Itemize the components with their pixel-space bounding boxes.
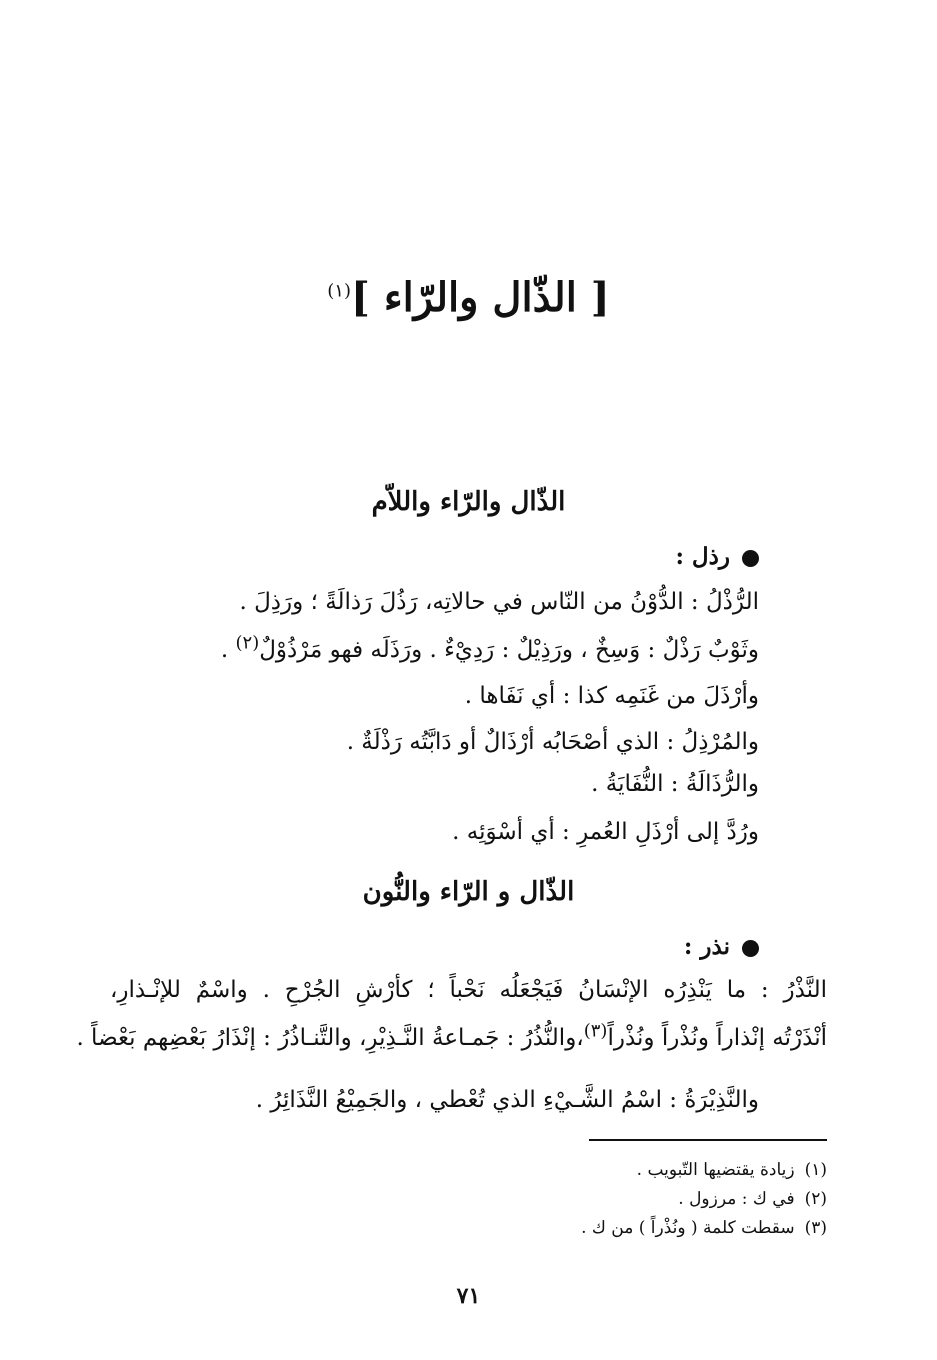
page-number: ٧١ xyxy=(456,1283,481,1309)
footnote-number: (٣) xyxy=(804,1218,827,1238)
entry-line: ورُدَّ إلى أرْذَلِ العُمرِ : أي أسْوَئِه . xyxy=(452,819,759,845)
footnote-number: (٢) xyxy=(804,1189,827,1209)
entry-line-text: أنْذَرْتُه إنْذاراً ونُذْراً ونُذْراً xyxy=(607,1025,827,1051)
entry-line-end: . xyxy=(220,637,236,663)
footnote-number: (١) xyxy=(804,1160,827,1180)
footnote xyxy=(110,1185,827,1214)
entry-line xyxy=(221,630,759,670)
footnote-text: في ك : مرزول . xyxy=(678,1189,795,1209)
entry-line: والرُّذَالَةُ : النُّفَايَةُ . xyxy=(591,771,759,797)
footnote-text: زيادة يقتضيها التّبويب . xyxy=(636,1160,795,1180)
footnote xyxy=(110,1156,827,1185)
entry-heading-text: نذر : xyxy=(683,933,730,960)
entry-line-text: ،والنُّذُرُ : جَمـاعةُ النَّـذِيْرِ، والتَّنـاذُرُ : إنْذَارُ بَعْضِهم بَعْضاً . xyxy=(76,1025,584,1051)
footnote-divider xyxy=(589,1139,827,1141)
entry-line: وأرْذَلَ من غَنَمِه كذا : أي نَفَاها . xyxy=(464,683,759,709)
footnote-ref: (٢) xyxy=(235,632,260,654)
entry-line: والمُرْذِلُ : الذي أصْحَابُه أرْذَالٌ أو دَابَّتُه رَذْلَةٌ . xyxy=(346,729,759,755)
entry-line-text: وثَوْبٌ رَذْلٌ : وَسِخٌ ، ورَذِيْلٌ : رَدِيْءٌ . ورَذَلَه فهو مَرْذُوْلٌ xyxy=(259,637,759,663)
entry-line: النَّذْرُ : ما يَنْذِرُه الإنْسَانُ فَيَجْعَلُه نَحْباً ؛ كأرْشِ الجُرْحِ . واسْمٌ للإنْـذارِ، xyxy=(110,977,827,1003)
section-title-dhal-ra-lam: الذّال والرّاء واللاّم xyxy=(371,487,566,517)
footnote-text: سقطت كلمة ( ونُذْراً ) من ك . xyxy=(581,1218,795,1238)
section-title-dhal-ra-nun: الذّال و الرّاء والنُّون xyxy=(362,877,575,907)
bullet-icon xyxy=(742,550,759,567)
footnote-ref: (٣) xyxy=(583,1020,608,1042)
bullet-icon xyxy=(742,940,759,957)
entry-line: الرُّذْلُ : الدُّوْنُ من النّاس في حالاتِه، رَذُلَ رَذالَةً ؛ ورَذِلَ . xyxy=(239,589,759,615)
footnote xyxy=(110,1214,827,1243)
chapter-title-footnote-ref: (١) xyxy=(327,280,351,302)
chapter-title-text: [ الذّال والرّاء ] xyxy=(351,274,610,321)
entry-heading-nadhr xyxy=(684,930,759,964)
entry-heading-text: رذل : xyxy=(675,543,730,570)
entry-line xyxy=(76,1018,827,1058)
footnotes xyxy=(110,1156,827,1243)
entry-heading-radhl xyxy=(675,540,759,574)
chapter-title xyxy=(120,268,817,328)
entry-line: والنَّذِيْرَةُ : اسْمُ الشَّـيْءِ الذي تُعْطي ، والجَمِيْعُ النَّذَائِرُ . xyxy=(255,1087,759,1113)
